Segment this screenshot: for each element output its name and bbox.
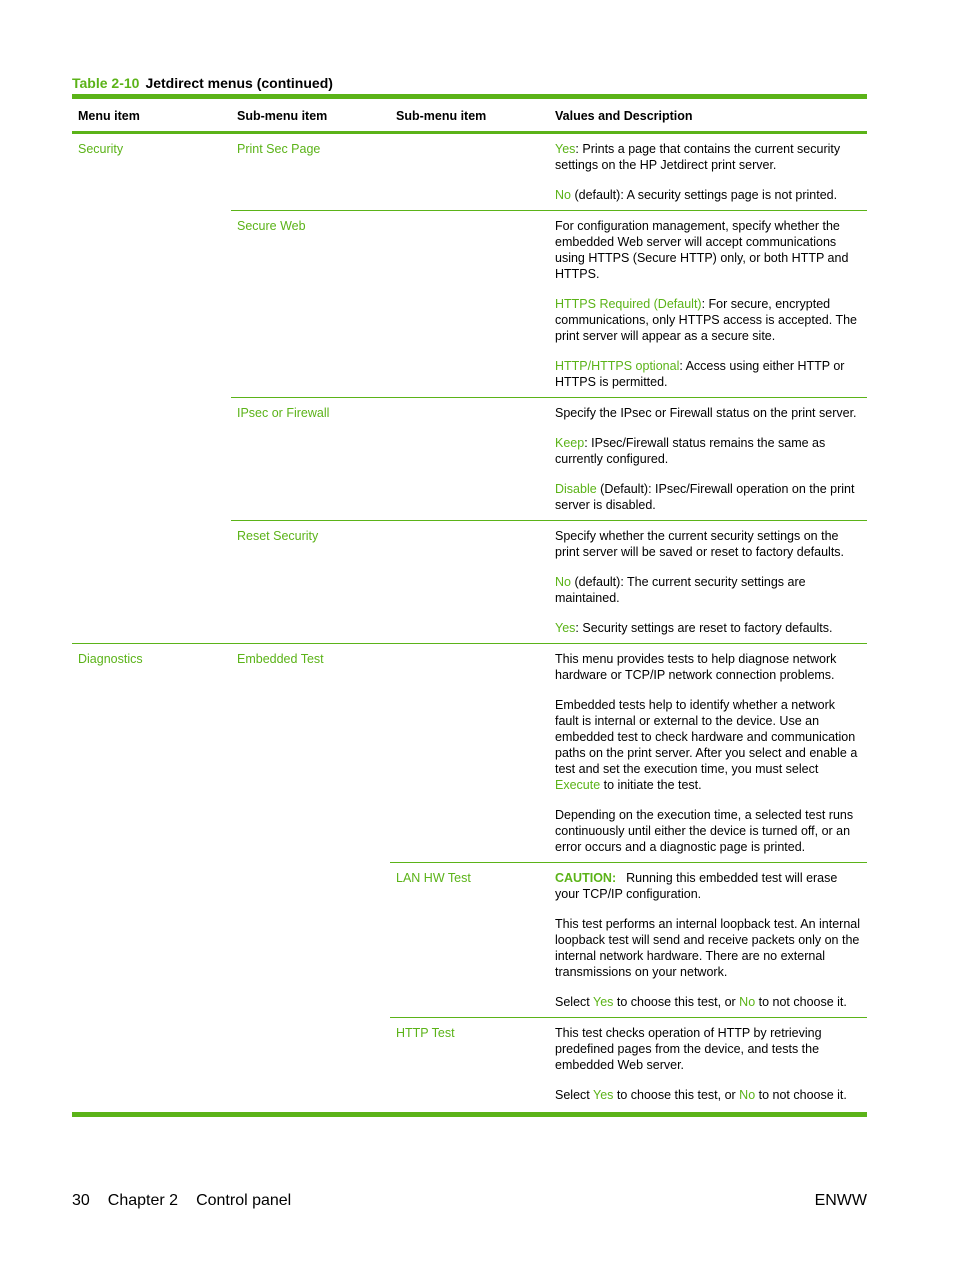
option-value: Yes <box>555 621 576 635</box>
table-number: Table 2-10 <box>72 75 140 91</box>
description-cell <box>549 521 867 644</box>
menu-item-cell: Security <box>78 142 124 156</box>
option-value: Yes <box>593 1088 614 1102</box>
table-row <box>72 211 867 398</box>
menu-item-cell <box>72 521 231 644</box>
sub-menu-item-cell <box>231 863 390 1018</box>
description-text: to not choose it. <box>755 1088 847 1102</box>
description-text: Select <box>555 995 593 1009</box>
table-row <box>72 521 867 644</box>
table-row <box>72 398 867 521</box>
description-text: Specify the IPsec or Firewall status on the print server. <box>555 406 857 420</box>
header-menu-item: Menu item <box>78 109 140 123</box>
description-cell <box>549 133 867 211</box>
description-text: to choose this test, or <box>613 1088 740 1102</box>
option-value: Keep <box>555 436 585 450</box>
caution-label: CAUTION: <box>555 871 617 885</box>
description-paragraph <box>555 435 861 467</box>
description-paragraph <box>555 651 861 683</box>
description-text: This test checks operation of HTTP by retrieving predefined pages from the device, and tests the embedded Web server. <box>555 1026 822 1072</box>
table-row <box>72 644 867 863</box>
description-text: to not choose it. <box>755 995 847 1009</box>
description-cell <box>549 1018 867 1111</box>
description-paragraph <box>555 916 861 980</box>
menu-item-cell <box>72 863 231 1018</box>
description-text: : IPsec/Firewall status remains the same as currently configured. <box>555 436 826 466</box>
description-paragraph <box>555 697 861 793</box>
option-value: HTTPS Required (Default) <box>555 297 702 311</box>
sub-menu-item-cell <box>390 521 549 644</box>
option-value: Disable <box>555 482 597 496</box>
description-text: Embedded tests help to identify whether a network fault is internal or external to the device. Use an embedded test to check hardware and communication paths on the print server. After you select and enable a test and set the execution time, you must select <box>555 698 858 776</box>
description-paragraph <box>555 1025 861 1073</box>
sub-menu-item-cell <box>390 644 549 863</box>
table-row <box>72 133 867 211</box>
sub-menu-item-cell <box>390 211 549 398</box>
description-paragraph <box>555 620 861 636</box>
description-text: This test performs an internal loopback test. An internal loopback test will send and receive packets only on the internal network hardware. There are no external transmissions on your network. <box>555 917 861 979</box>
page-number: 30 <box>72 1192 90 1209</box>
sub-menu-item-cell: IPsec or Firewall <box>231 398 390 521</box>
table-title: Jetdirect menus (continued) <box>145 75 333 91</box>
menu-item-cell <box>72 1018 231 1111</box>
description-paragraph <box>555 405 861 421</box>
sub-menu-item-cell <box>390 133 549 211</box>
sub-menu-item-cell: LAN HW Test <box>390 863 549 1018</box>
description-paragraph <box>555 1087 861 1103</box>
section-label: Control panel <box>196 1192 292 1209</box>
description-paragraph <box>555 141 861 173</box>
description-paragraph <box>555 187 861 203</box>
description-text: : Security settings are reset to factory defaults. <box>575 621 833 635</box>
menu-item-cell: Diagnostics <box>72 644 231 863</box>
sub-menu-item-cell: Embedded Test <box>231 644 390 863</box>
page-footer <box>72 1192 867 1210</box>
header-sub-menu-item-1: Sub-menu item <box>237 109 328 123</box>
description-paragraph <box>555 358 861 390</box>
option-value: No <box>739 1088 756 1102</box>
table-bottom-rule <box>72 1112 867 1117</box>
description-text: Running this embedded test will erase your TCP/IP configuration. <box>555 871 838 901</box>
description-text: (Default): IPsec/Firewall operation on the print server is disabled. <box>555 482 855 512</box>
option-value: Yes <box>555 142 576 156</box>
description-paragraph <box>555 218 861 282</box>
option-value: No <box>555 575 571 589</box>
sub-menu-item-cell <box>390 398 549 521</box>
description-paragraph <box>555 296 861 344</box>
description-paragraph <box>555 574 861 606</box>
description-text: : Access using either HTTP or HTTPS is permitted. <box>555 359 845 389</box>
sub-menu-item-cell: HTTP Test <box>390 1018 549 1111</box>
option-value: No <box>555 188 571 202</box>
description-text: to choose this test, or <box>613 995 740 1009</box>
header-values-description: Values and Description <box>555 109 693 123</box>
table-caption <box>72 75 333 91</box>
description-text: (default): The current security settings are maintained. <box>555 575 806 605</box>
sub-menu-item-cell: Secure Web <box>231 211 390 398</box>
header-sub-menu-item-2: Sub-menu item <box>396 109 487 123</box>
description-paragraph <box>555 994 861 1010</box>
table-row <box>72 1018 867 1111</box>
chapter-label: Chapter 2 <box>107 1192 179 1209</box>
description-text: : For secure, encrypted communications, only HTTPS access is accepted. The print server will appear as a secure site. <box>555 297 857 343</box>
description-text: Select <box>555 1088 593 1102</box>
option-value: Execute <box>555 778 601 792</box>
description-paragraph <box>555 481 861 513</box>
description-cell <box>549 398 867 521</box>
description-cell <box>549 644 867 863</box>
description-text: For configuration management, specify whether the embedded Web server will accept communications using HTTPS (Secure HTTP) only, or both HTTP and HTTPS. <box>555 219 849 281</box>
sub-menu-item-cell: Reset Security <box>231 521 390 644</box>
table-row <box>72 863 867 1018</box>
menu-item-cell <box>72 398 231 521</box>
description-text: (default): A security settings page is not printed. <box>570 188 838 202</box>
option-value: Yes <box>593 995 614 1009</box>
description-paragraph <box>555 528 861 560</box>
description-text: to initiate the test. <box>600 778 702 792</box>
description-text: This menu provides tests to help diagnose network hardware or TCP/IP network connection problems. <box>555 652 837 682</box>
description-cell <box>549 211 867 398</box>
sub-menu-item-cell <box>231 1018 390 1111</box>
description-paragraph <box>555 870 861 902</box>
description-cell <box>549 863 867 1018</box>
jetdirect-menu-table <box>72 94 867 1110</box>
description-text: Depending on the execution time, a selected test runs continuously until either the device is turned off, or an error occurs and a diagnostic page is printed. <box>555 808 854 854</box>
sub-menu-item-cell: Print Sec Page <box>237 142 321 156</box>
description-paragraph <box>555 807 861 855</box>
description-text: : Prints a page that contains the current security settings on the HP Jetdirect print server. <box>555 142 841 172</box>
footer-right-label: ENWW <box>814 1192 867 1209</box>
option-value: HTTP/HTTPS optional <box>555 359 680 373</box>
description-text: Specify whether the current security settings on the print server will be saved or reset to factory defaults. <box>555 529 845 559</box>
table-header-row <box>72 97 867 133</box>
menu-item-cell <box>72 211 231 398</box>
option-value: No <box>739 995 756 1009</box>
